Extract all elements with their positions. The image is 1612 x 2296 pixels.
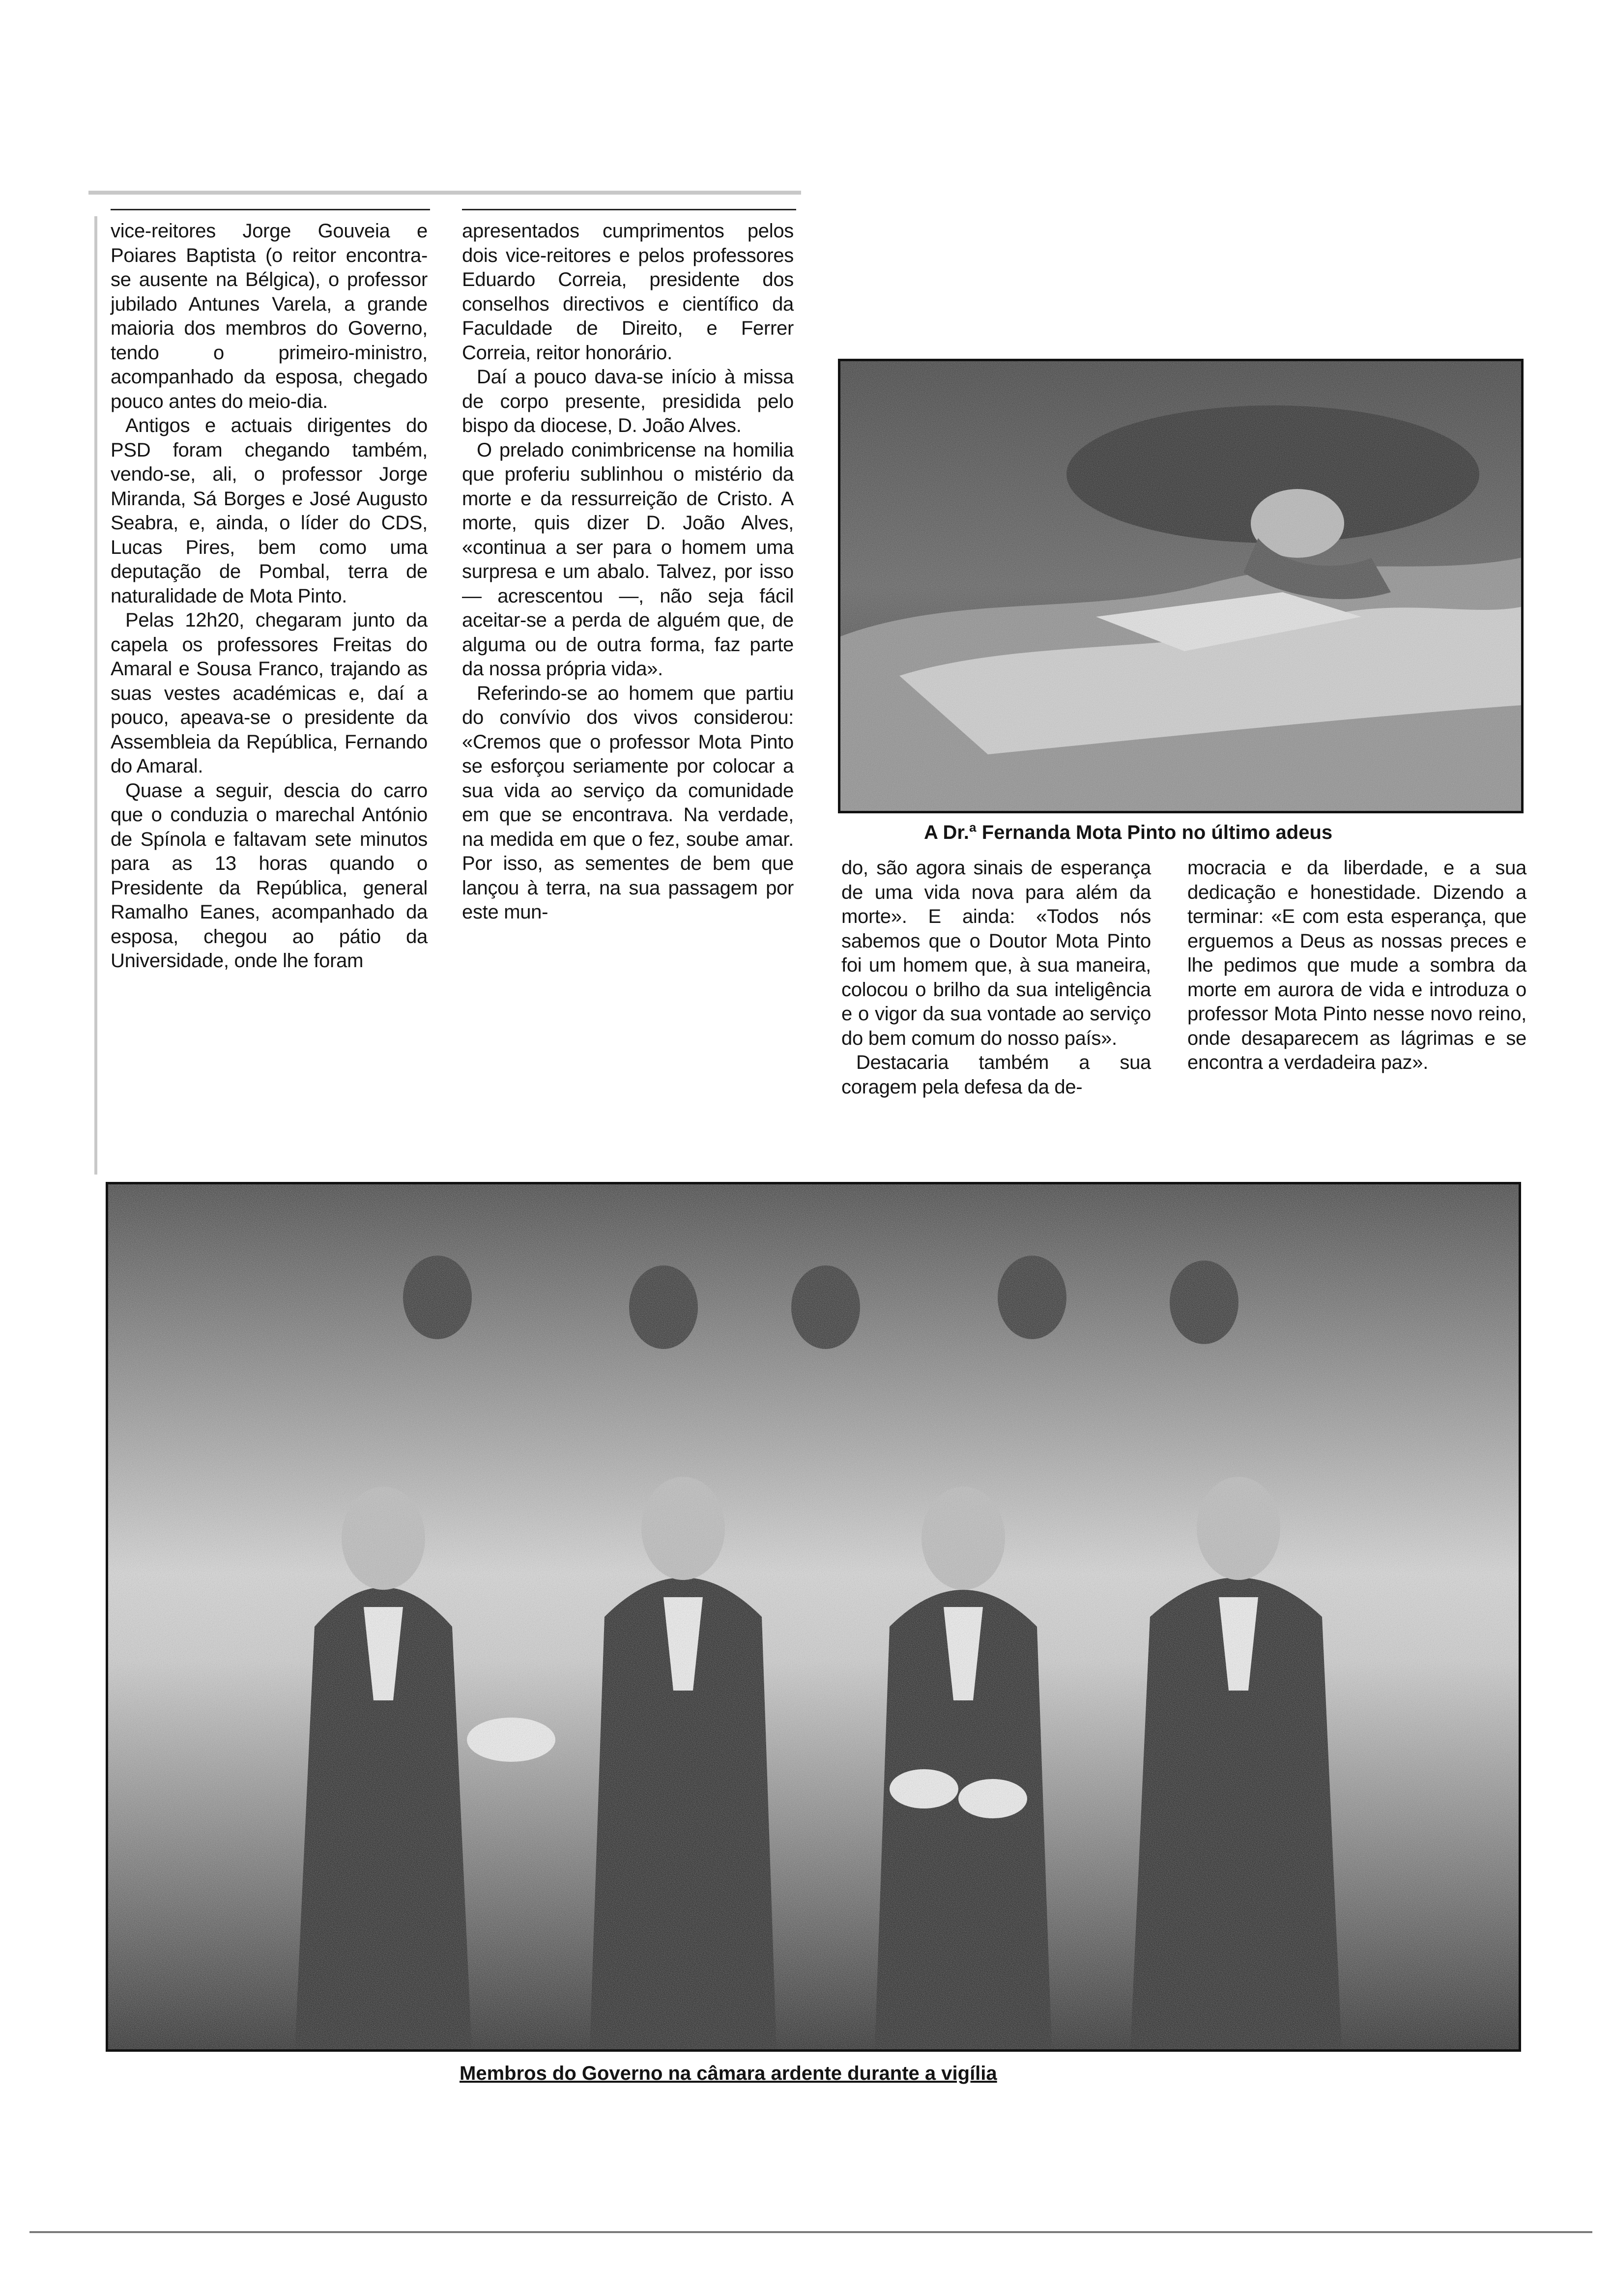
widow-photo-caption: A Dr.ª Fernanda Mota Pinto no último adeus (924, 822, 1333, 843)
government-vigil-photo-image (108, 1184, 1519, 2049)
article-column-4 (1187, 856, 1526, 1075)
column-3-paragraph: Destacaria também a sua coragem pela defesa da de- (841, 1052, 1151, 1098)
article-column-3 (841, 856, 1151, 1099)
column-2-top-rule (462, 209, 796, 210)
column-1-paragraph: vice-reitores Jorge Gouveia e Poiares Baptista (o reitor encontra-se ausente na Bélgica), o professor jubilado Antunes Varela, a grande maioria dos membros do Governo, tendo o primeiro-ministro, acompanhado da esposa, chegado pouco antes do meio-dia. (111, 220, 428, 412)
column-1-paragraph: Pelas 12h20, chegaram junto da capela os professores Freitas do Amaral e Sousa Franco, trajando as suas vestes académicas e, daí a pouco, apeava-se o presidente da Assembleia da República, Fernando do Amaral. (111, 609, 428, 777)
column-2-paragraph: O prelado conimbricense na homilia que proferiu sublinhou o mistério da morte e da ressurreição de Cristo. A morte, quis dizer D. João Alves, «continua a ser para o homem uma surpresa e um abalo. Talvez, por isso — acrescentou —, não seja fácil aceitar-se a perda de alguém que, de alguma ou de outra forma, faz parte da nossa própria vida». (462, 439, 794, 680)
footer-rule (29, 2231, 1592, 2233)
column-2-paragraph: Referindo-se ao homem que partiu do convívio dos vivos considerou: «Cremos que o professor Mota Pinto se esforçou seriamente por colocar a sua vida ao serviço da comunidade em que se encontrava. Na verdade, na medida em que o fez, soube amar. Por isso, as sementes de bem que lançou à terra, na sua passagem por este mun- (462, 682, 794, 923)
column-2-paragraph: apresentados cumprimentos pelos dois vice-reitores e pelos professores Eduardo Correia, presidente dos conselhos directivos e científico da Faculdade de Direito, e Ferrer Correia, reitor honorário. (462, 220, 794, 364)
column-3-paragraph: do, são agora sinais de esperança de uma vida nova para além da morte». E ainda: «Todos nós sabemos que o Doutor Mota Pinto foi um homem que, à sua maneira, colocou o brilho da sua inteligência e o vigor da sua vontade ao serviço do bem comum do nosso país». (841, 857, 1151, 1049)
top-scan-smudge (88, 191, 801, 195)
left-margin-smudge (94, 216, 97, 1175)
government-vigil-photo (106, 1182, 1521, 2052)
government-photo-caption: Membros do Governo na câmara ardente durante a vigília (460, 2063, 997, 2084)
column-1-paragraph: Antigos e actuais dirigentes do PSD foram chegando também, vendo-se, ali, o professor Jorge Miranda, Sá Borges e José Augusto Seabra, e, ainda, o líder do CDS, Lucas Pires, bem como uma deputação de Pombal, terra de naturalidade de Mota Pinto. (111, 415, 428, 607)
column-1-paragraph: Quase a seguir, descia do carro que o conduzia o marechal António de Spínola e faltavam sete minutos para as 13 horas quando o Presidente da República, general Ramalho Eanes, acompanhado da esposa, chegou ao pátio da Universidade, onde lhe foram (111, 779, 428, 972)
column-2-paragraph: Daí a pouco dava-se início à missa de corpo presente, presidida pelo bispo da diocese, D. João Alves. (462, 366, 794, 436)
column-4-paragraph: mocracia e da liberdade, e a sua dedicação e honestidade. Dizendo a terminar: «E com esta esperança, que erguemos a Deus as nossas preces e lhe pedimos que mude a sombra da morte em aurora de vida e introduza o professor Mota Pinto nesse novo reino, onde desaparecem as lágrimas e se encontra a verdadeira paz». (1187, 857, 1526, 1073)
article-column-2 (462, 219, 794, 925)
article-column-1 (111, 219, 428, 974)
widow-farewell-photo-image (840, 361, 1521, 811)
widow-farewell-photo (838, 359, 1524, 813)
column-1-top-rule (111, 209, 430, 210)
